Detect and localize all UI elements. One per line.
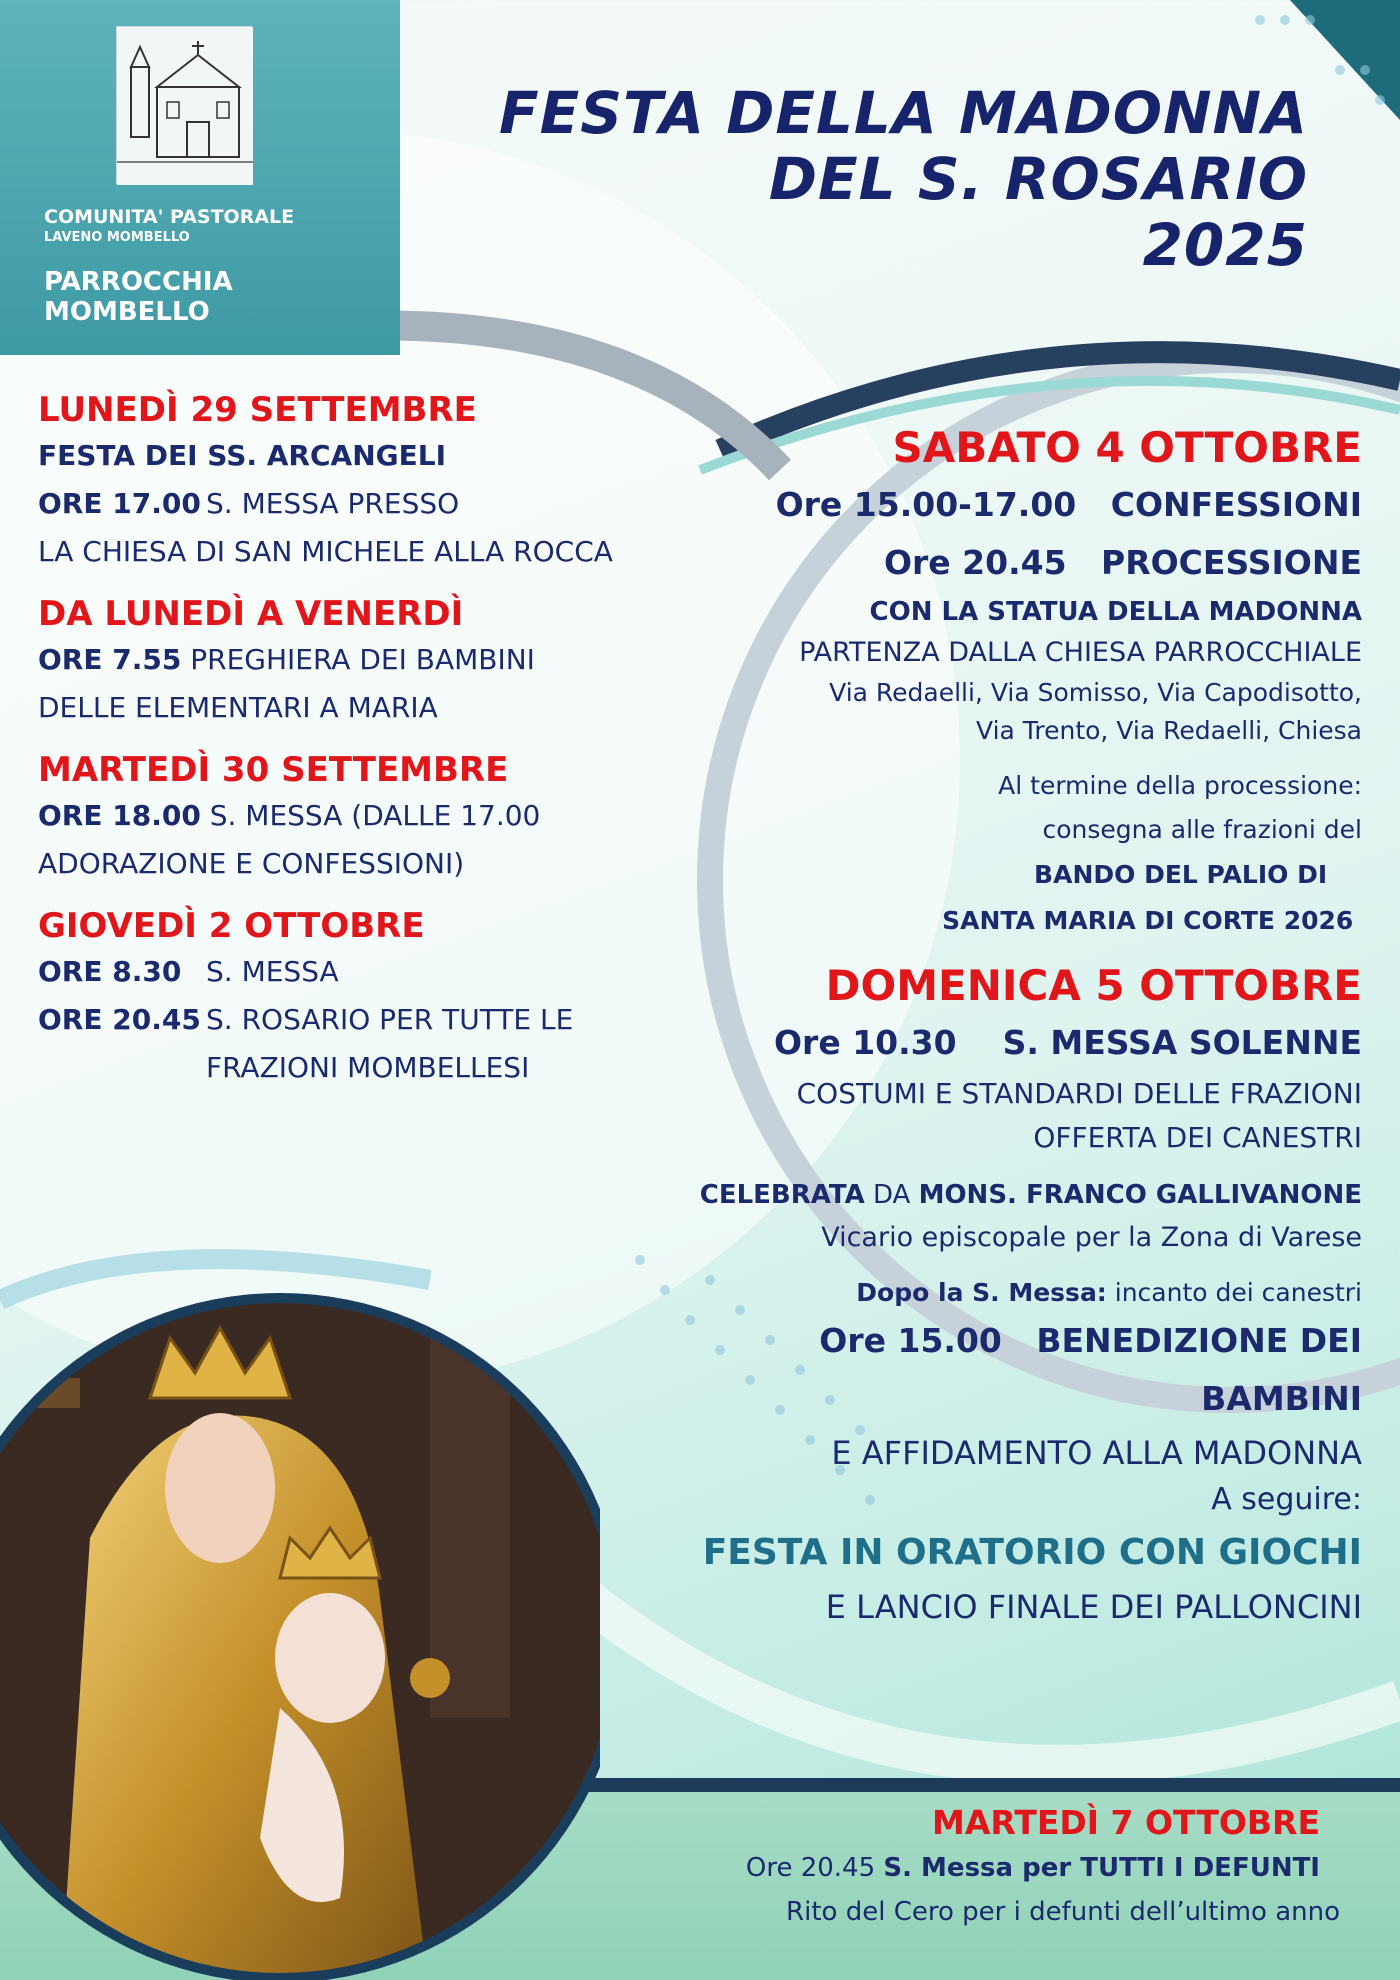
after-line: Al termine della processione: [998, 771, 1362, 800]
event-line: A seguire: [1211, 1482, 1362, 1517]
celebrant-line [662, 1174, 1362, 1216]
celebrant-b: DA [872, 1180, 911, 1210]
event-text: S. MESSA SOLENNE [1002, 1023, 1362, 1062]
parish-line2: MOMBELLO [44, 297, 210, 327]
event-text: S. ROSARIO PER TUTTE LE [206, 1003, 574, 1036]
event-line: OFFERTA DEI CANESTRI [1033, 1121, 1362, 1154]
event-line: COSTUMI E STANDARDI DELLE FRAZIONI [796, 1077, 1362, 1110]
event-line [38, 948, 678, 996]
event-line: Rito del Cero per i defunti dell’ultimo anno [786, 1897, 1340, 1927]
event-line [746, 1846, 1340, 1890]
event-line: E LANCIO FINALE DEI PALLONCINI [825, 1588, 1362, 1626]
parish-line1: PARROCCHIA [44, 267, 233, 297]
celebrant-a: CELEBRATA [699, 1180, 865, 1210]
event-line [662, 1312, 1362, 1428]
after-mass-b: incanto dei canestri [1114, 1278, 1362, 1307]
event-time: ORE 8.30 [38, 955, 182, 988]
palio-line [662, 852, 1362, 898]
title-line2: DEL S. ROSARIO [768, 145, 1308, 213]
day-heading-sunday: DOMENICA 5 OTTOBRE [825, 961, 1362, 1010]
event-text: S. MESSA (DALLE 17.00 [209, 799, 541, 832]
event-line [38, 480, 678, 528]
event-time: Ore 15.00 [819, 1321, 1002, 1360]
day-heading: GIOVEDÌ 2 OTTOBRE [38, 906, 425, 946]
page-title [499, 80, 1308, 278]
event-line: PARTENZA DALLA CHIESA PARROCCHIALE [799, 637, 1362, 668]
event-line [38, 1044, 678, 1092]
day-heading: DA LUNEDÌ A VENERDÌ [38, 594, 464, 634]
event-line: ADORAZIONE E CONFESSIONI) [38, 847, 465, 880]
event-line: LA CHIESA DI SAN MICHELE ALLA ROCCA [38, 535, 613, 568]
vicar-line: Vicario episcopale per la Zona di Varese [821, 1222, 1362, 1253]
madonna-statue-image [0, 1278, 600, 1980]
after-mass-a: Dopo la S. Messa: [856, 1278, 1107, 1307]
event-time: Ore 15.00-17.00 [775, 485, 1077, 524]
event-line [662, 476, 1362, 534]
church-image [116, 26, 252, 184]
title-line1: FESTA DELLA MADONNA [499, 79, 1308, 147]
day-heading-tuesday: MARTEDÌ 7 OTTOBRE [932, 1803, 1320, 1842]
day-heading: MARTEDÌ 30 SETTEMBRE [38, 750, 509, 790]
parish-logo-box [0, 0, 400, 355]
event-time: Ore 20.45 [745, 1853, 876, 1883]
community-label: COMUNITA' PASTORALE [44, 206, 295, 228]
left-schedule [38, 388, 678, 1092]
celebrant-c: MONS. FRANCO GALLIVANONE [918, 1180, 1362, 1210]
bottom-event [746, 1800, 1340, 1934]
day-heading: LUNEDÌ 29 SETTEMBRE [38, 390, 477, 430]
oratory-party-line: FESTA IN ORATORIO CON GIOCHI [702, 1532, 1362, 1573]
event-text: S. MESSA PRESSO [206, 487, 460, 520]
event-text: PREGHIERA DEI BAMBINI [190, 643, 535, 676]
event-time: ORE 7.55 [38, 643, 182, 676]
church-icon [117, 27, 253, 185]
event-text: CONFESSIONI [1110, 485, 1362, 524]
event-line: FESTA DEI SS. ARCANGELI [38, 439, 447, 472]
route-line: Via Redaelli, Via Somisso, Via Capodisotto, [829, 678, 1362, 707]
event-line [38, 792, 678, 840]
event-line [38, 996, 678, 1044]
palio-line [662, 898, 1362, 944]
event-text: S. Messa per TUTTI I DEFUNTI [883, 1853, 1320, 1883]
event-line [662, 1014, 1362, 1072]
event-line: CON LA STATUA DELLA MADONNA [869, 597, 1362, 627]
palio-text: SANTA MARIA DI CORTE 2026 [942, 906, 1354, 935]
event-text: FRAZIONI MOMBELLESI [206, 1051, 530, 1084]
event-line: E AFFIDAMENTO ALLA MADONNA [831, 1434, 1362, 1472]
day-heading-saturday: SABATO 4 OTTOBRE [892, 423, 1362, 472]
event-text: BENEDIZIONE DEI BAMBINI [1036, 1321, 1362, 1418]
community-sub: LAVENO MOMBELLO [44, 230, 190, 245]
title-line3: 2025 [1142, 211, 1308, 279]
event-time: ORE 20.45 [38, 1003, 201, 1036]
event-text: PROCESSIONE [1101, 543, 1362, 582]
right-schedule [662, 420, 1362, 1630]
event-time: Ore 10.30 [774, 1023, 957, 1062]
event-time: ORE 18.00 [38, 799, 201, 832]
event-text: S. MESSA [206, 955, 339, 988]
event-line: DELLE ELEMENTARI A MARIA [38, 691, 438, 724]
palio-text: BANDO DEL PALIO DI [1034, 860, 1328, 889]
event-time: Ore 20.45 [883, 543, 1067, 582]
event-line [38, 636, 678, 684]
after-mass-line [662, 1274, 1362, 1312]
event-line [662, 534, 1362, 592]
event-time: ORE 17.00 [38, 487, 201, 520]
after-line: consegna alle frazioni del [1042, 815, 1362, 844]
parish-name [44, 267, 400, 327]
route-line: Via Trento, Via Redaelli, Chiesa [976, 716, 1362, 745]
bottom-divider [520, 1778, 1400, 1792]
